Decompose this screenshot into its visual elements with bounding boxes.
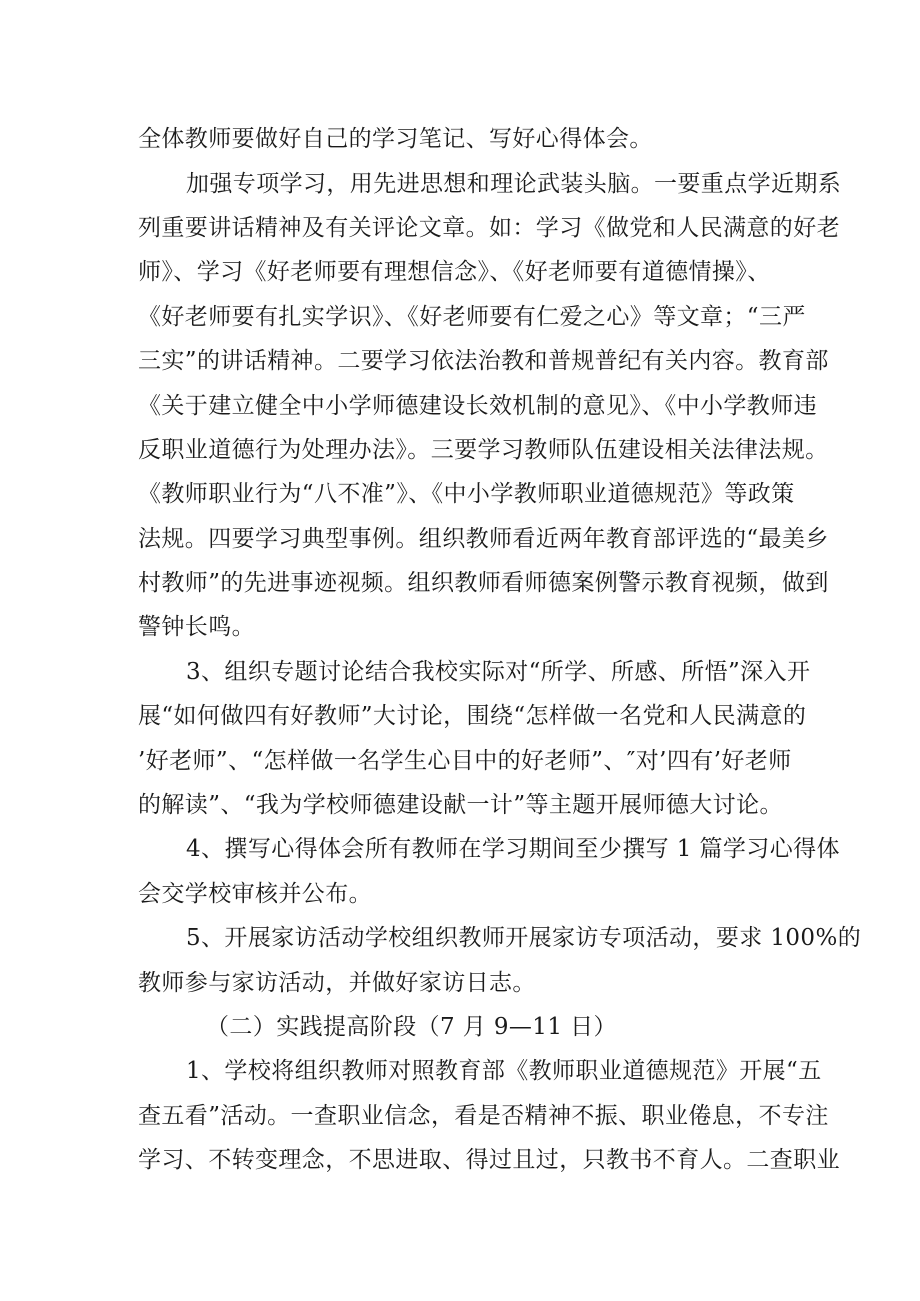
text-line: 展“如何做四有好教师”大讨论，围绕“怎样做一名党和人民满意的: [138, 703, 807, 729]
paragraph-first-line: 4、撰写心得体会所有教师在学习期间至少撰写 1 篇学习心得体: [186, 836, 840, 862]
paragraph-first-line: 加强专项学习，用先进思想和理论武装头脑。一要重点学近期系: [186, 171, 842, 197]
text-line: 反职业道德行为处理办法》。三要学习教师队伍建设相关法律法规。: [138, 437, 829, 463]
text-line: 的解读”、“我为学校师德建设献一计”等主题开展师德大讨论。: [138, 792, 783, 818]
text-line: 三实”的讲话精神。二要学习依法治教和普规普纪有关内容。教育部: [138, 348, 829, 374]
text-line: 查五看”活动。一查职业信念，看是否精神不振、职业倦息，不专注: [138, 1103, 829, 1129]
text-line: 会交学校审核并公布。: [138, 881, 372, 907]
text-line: 师》、学习《好老师要有理想信念》、《好老师要有道德情操》、: [138, 259, 771, 285]
text-line: 《教师职业行为“八不准”》、《中小学教师职业道德规范》等政策: [138, 481, 795, 507]
text-line: 警钟长鸣。: [138, 614, 255, 640]
paragraph-first-line: 1、学校将组织教师对照教育部《教师职业道德规范》开展“五: [186, 1058, 822, 1084]
text-line: 学习、不转变理念，不思进取、得过且过，只教书不育人。二查职业: [138, 1147, 840, 1173]
paragraph-first-line: 3、组织专题讨论结合我校实际对“所学、所感、所悟”深入开: [186, 659, 811, 685]
text-line: 法规。四要学习典型事例。组织教师看近两年教育部评选的“最美乡: [138, 526, 829, 552]
paragraph-first-line: 5、开展家访活动学校组织教师开展家访专项活动，要求 100%的: [186, 925, 862, 951]
text-line: 《关于建立健全中小学师德建设长效机制的意见》、《中小学教师违: [138, 393, 817, 419]
text-line: 村教师”的先进事迹视频。组织教师看师德案例警示教育视频，做到: [138, 570, 829, 596]
text-line: 列重要讲话精神及有关评论文章。如：学习《做党和人民满意的好老: [138, 215, 840, 241]
section-heading: （二）实践提高阶段（7 月 9—11 日）: [206, 1014, 617, 1040]
text-line: 《好老师要有扎实学识》、《好老师要有仁爱之心》等文章；“三严: [138, 304, 806, 330]
text-line: ’好老师”、“怎样做一名学生心目中的好老师”、″对’四有’好老师: [138, 748, 792, 774]
text-line: 教师参与家访活动，并做好家访日志。: [138, 970, 536, 996]
text-line: 全体教师要做好自己的学习笔记、写好心得体会。: [138, 126, 653, 152]
